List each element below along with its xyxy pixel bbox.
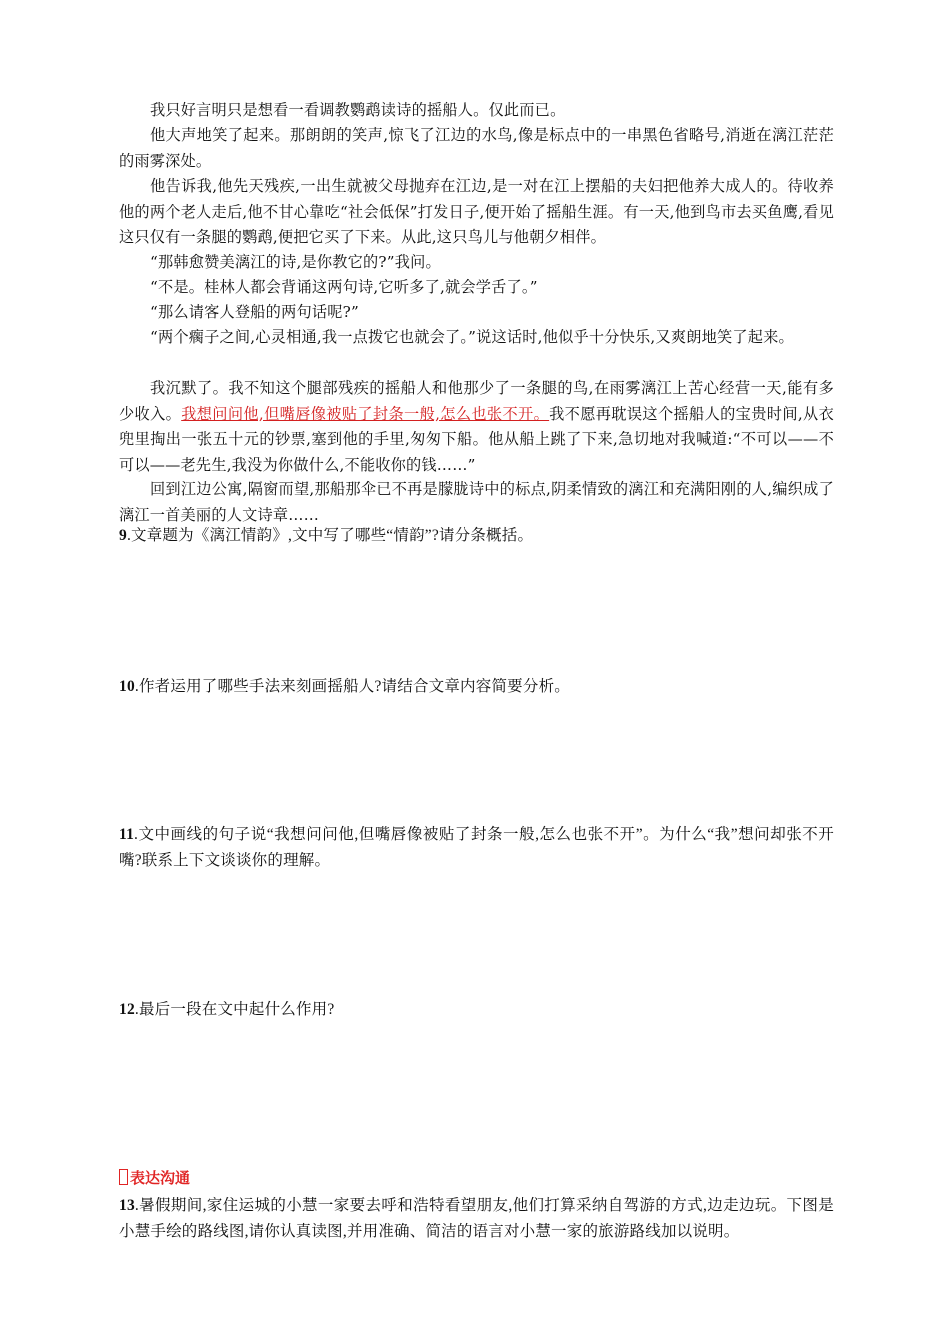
passage-paragraph-5: “不是。桂林人都会背诵这两句诗,它听多了,就会学舌了。”	[150, 278, 538, 296]
passage-paragraph-8	[119, 376, 834, 478]
section-title: 表达沟通	[130, 1169, 191, 1187]
passage-paragraph-7: “两个瘸子之间,心灵相通,我一点拨它也就会了。”说这话时,他似乎十分快乐,又爽朗地笑了起来。	[150, 328, 794, 346]
passage-paragraph-4: “那韩愈赞美漓江的诗,是你教它的?”我问。	[150, 253, 441, 271]
question-number: 10	[119, 678, 135, 695]
passage-paragraph-1: 我只好言明只是想看一看调教鹦鹉读诗的摇船人。仅此而已。	[150, 101, 566, 119]
question-number: 13	[119, 1197, 135, 1214]
question-12	[119, 997, 834, 1023]
section-heading	[119, 1167, 190, 1189]
question-number: 12	[119, 1001, 135, 1018]
question-text: .文章题为《漓江情韵》,文中写了哪些“情韵”?请分条概括。	[126, 527, 534, 544]
question-text: .最后一段在文中起什么作用?	[134, 1001, 335, 1018]
underlined-sentence: 我想问问他,但嘴唇像被贴了封条一般,怎么也张不开。	[181, 404, 550, 423]
passage-paragraph-6: “那么请客人登船的两句话呢?”	[150, 303, 359, 321]
question-number: 11	[119, 826, 135, 843]
question-13	[119, 1193, 834, 1244]
passage-paragraph-3: 他告诉我,他先天残疾,一出生就被父母抛弃在江边,是一对在江上摆船的夫妇把他养大成人的。待收养他的两个老人走后,他不甘心靠吃“社会低保”打发日子,便开始了摇船生涯。有一天,他到鸟市去买鱼鹰,看见这只仅有一条腿的鹦鹉,便把它买了下来。从此,这只鸟儿与他朝夕相伴。	[119, 177, 834, 246]
paragraph-8-start: 我沉默了。我不知这个腿部残疾的摇船人和他那少了一条腿的鸟,在雨雾漓江上苦心经营一天,能有多少收入。	[119, 379, 834, 423]
question-text: .作者运用了哪些手法来刻画摇船人?请结合文章内容简要分析。	[134, 678, 570, 695]
passage-paragraph-9: 回到江边公寓,隔窗而望,那船那伞已不再是朦胧诗中的标点,阴柔情致的漓江和充满阳刚的人,编织成了漓江一首美丽的人文诗章……	[119, 480, 834, 524]
question-9	[119, 523, 834, 549]
question-number: 9	[119, 527, 127, 544]
passage-paragraph-2: 他大声地笑了起来。那朗朗的笑声,惊飞了江边的水鸟,像是标点中的一串黑色省略号,消逝在漓江茫茫的雨雾深处。	[119, 126, 834, 170]
question-text: .暑假期间,家住运城的小慧一家要去呼和浩特看望朋友,他们打算采纳自驾游的方式,边走边玩。下图是小慧手绘的路线图,请你认真读图,并用准确、简洁的语言对小慧一家的旅游路线加以说明。	[119, 1197, 834, 1240]
question-10	[119, 674, 834, 700]
question-11	[119, 822, 834, 873]
question-text: .文中画线的句子说“我想问问他,但嘴唇像被贴了封条一般,怎么也张不开”。为什么“我”想问却张不开嘴?联系上下文谈谈你的理解。	[119, 826, 834, 869]
paragraph-8-end: 我不愿再耽误这个摇船人的宝贵时间,从衣兜里掏出一张五十元的钞票,塞到他的手里,匆匆下船。他从船上跳了下来,急切地对我喊道:“不可以——不可以——老先生,我没为你做什么,不能收你的钱……”	[119, 404, 834, 474]
box-icon	[119, 1169, 128, 1185]
